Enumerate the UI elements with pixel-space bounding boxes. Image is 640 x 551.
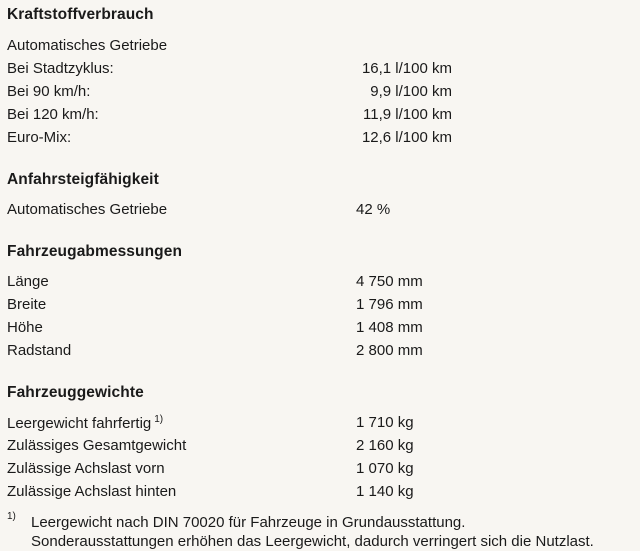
row-value: 12,6 l/100 km [361,129,452,146]
row-value: 2 160 kg [356,437,414,454]
row-label [7,414,163,432]
section-heading-fuel: Kraftstoffverbrauch [7,6,154,23]
footnote-text [31,513,594,551]
row-label: Bei 120 km/h: [7,106,99,123]
table-row [0,342,640,364]
row-label-text: Leergewicht fahrfertig [7,415,152,432]
row-value: 11,9 l/100 km [363,106,452,123]
row-label: Euro-Mix: [7,129,72,146]
row-value: 9,9 l/100 km [370,83,452,100]
footnote-reference: 1) [154,414,164,425]
table-row [0,296,640,318]
table-row [0,83,640,105]
footnote-mark: 1) [7,511,16,522]
row-label: Zulässige Achslast hinten [7,483,177,500]
footnote-line-2: Sonderausstattungen erhöhen das Leergewicht, dadurch verringert sich die Nutzlast. [31,533,594,550]
row-value: 1 070 kg [356,460,414,477]
row-value: 1 796 mm [356,296,423,313]
row-label: Länge [7,273,49,290]
row-label: Höhe [7,319,43,336]
table-row [0,273,640,295]
row-value: 4 750 mm [356,273,423,290]
table-row [0,483,640,505]
row-label: Radstand [7,342,72,359]
table-row [0,60,640,82]
row-label: Bei Stadtzyklus: [7,60,114,77]
fuel-subheading: Automatisches Getriebe [7,37,168,54]
row-value: 1 408 mm [356,319,423,336]
row-value: 2 800 mm [356,342,423,359]
table-row [0,414,640,436]
section-heading-weights: Fahrzeuggewichte [7,384,144,401]
table-row [0,106,640,128]
table-row [0,460,640,482]
row-value: 42 % [356,201,391,218]
row-label: Zulässige Achslast vorn [7,460,165,477]
table-row [0,129,640,151]
row-label: Bei 90 km/h: [7,83,91,100]
row-value: 1 140 kg [356,483,414,500]
row-label: Zulässiges Gesamtgewicht [7,437,187,454]
table-row [0,319,640,341]
table-row [0,201,640,223]
row-value: 16,1 l/100 km [361,60,452,77]
section-heading-climb: Anfahrsteigfähigkeit [7,171,159,188]
footnote-line-1: Leergewicht nach DIN 70020 für Fahrzeuge in Grundausstattung. [31,514,466,531]
row-value: 1 710 kg [356,414,414,431]
row-label: Automatisches Getriebe [7,201,168,218]
table-row [0,437,640,459]
row-label: Breite [7,296,47,313]
section-heading-dimensions: Fahrzeugabmessungen [7,243,183,260]
